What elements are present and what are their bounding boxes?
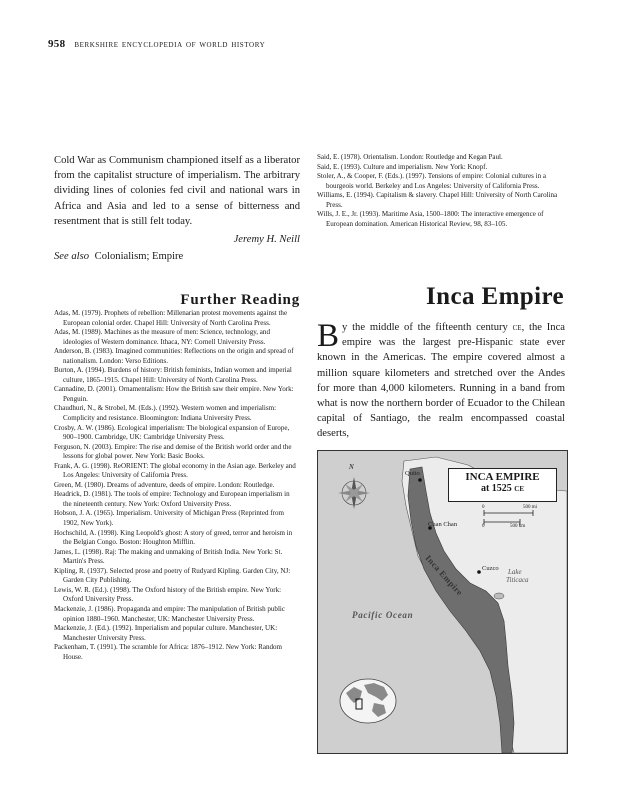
reference-item: Cannadine, D. (2001). Ornamentalism: How the British saw their empire. New York: Penguin. [54, 385, 294, 403]
reference-item: Mackenzie, J. (Ed.). (1992). Imperialism and popular culture. Manchester, UK: Manchester University Press. [54, 624, 278, 642]
city-label-cuzco: Cuzco [482, 565, 499, 572]
era-abbrev: ce [512, 322, 522, 333]
reference-item: Packenham, T. (1991). The scramble for Africa: 1876–1912. New York: Random House. [54, 643, 283, 661]
page-number: 958 [48, 38, 66, 50]
reference-item: Mackenzie, J. (1986). Propaganda and empire: The manipulation of British public opinion 1880–1960. Manchester, UK: Manchester University Press. [54, 604, 285, 623]
reference-item: Chaudhuri, N., & Strobel, M. (Eds.). (1992). Western women and imperialism: Complicity and resistance. Bloomington: Indiana University Press. [54, 404, 277, 423]
map-title-line2: at 1525 ce [480, 483, 525, 494]
see-also-links[interactable]: Colonialism; Empire [94, 251, 184, 263]
scale-km-zero: 0 [482, 524, 485, 529]
inset-globe [340, 679, 396, 723]
reference-item: Said, E. (1993). Culture and imperialism. New York: Knopf. [317, 162, 488, 171]
article-title: Inca Empire [426, 283, 564, 310]
city-label-quito: Quito [405, 470, 420, 477]
lake-label-line1: Lake [508, 568, 522, 576]
previous-article [54, 153, 300, 262]
reference-item: Green, M. (1980). Dreams of adventure, deeds of empire. London: Routledge. [54, 480, 275, 489]
scale-mi-label: 500 mi [523, 505, 538, 510]
reference-item: Williams, E. (1994). Capitalism & slavery. Chapel Hill: University of North Carolina Press. [317, 191, 558, 209]
article-paragraph [317, 320, 565, 442]
reference-item: James, L. (1998). Raj: The making and unmaking of British India. New York: St. Martin's Press. [54, 547, 283, 566]
article-author: Jeremy H. Neill [233, 234, 300, 246]
further-reading-heading: Further Reading [180, 292, 300, 308]
references-list [54, 309, 300, 662]
inca-empire-map [317, 450, 568, 754]
lake-label-line2: Titicaca [506, 576, 529, 584]
compass-north-label: N [349, 463, 354, 471]
reference-item: Said, E. (1978). Orientalism. London: Routledge and Kegan Paul. [317, 153, 503, 161]
running-title: berkshire encyclopedia of world history [74, 39, 266, 50]
reference-item: Burton, A. (1994). Burdens of history: British feminists, Indian women and imperial culture, 1865–1915. Chapel Hill: University of North Carolina Press. [54, 366, 292, 384]
city-label-chan-chan: Chan Chan [428, 521, 458, 528]
article-text-part1: y the middle of the fifteenth century [342, 322, 513, 333]
reference-item: Ferguson, N. (2003). Empire: The rise and demise of the British world order and the lessons for global power. New York: Basic Books. [54, 442, 292, 461]
ocean-label: Pacific Ocean [352, 610, 414, 620]
see-also [54, 251, 300, 262]
city-marker-cuzco [477, 570, 481, 574]
reference-item: Adas, M. (1979). Prophets of rebellion: Millenarian protest movements against the European colonial order. Chapel Hill: University of North Carolina Press. [54, 309, 288, 327]
reference-item: Headrick, D. (1981). The tools of empire: Technology and European imperialism in the nineteenth century. New York: Oxford University Press. [54, 490, 290, 508]
article-body [317, 320, 565, 442]
see-also-label: See also [54, 251, 90, 263]
scale-mi-zero: 0 [482, 505, 485, 510]
reference-item: Kipling, R. (1937). Selected prose and poetry of Rudyard Kipling. Garden City, NJ: Garden City Publishing. [54, 566, 291, 585]
map-title-box [448, 468, 557, 502]
compass-rose [338, 477, 370, 509]
reference-item: Crosby, A. W. (1986). Ecological imperialism: The biological expansion of Europe, 900–1900. Cambridge, UK: Cambridge University Press. [54, 423, 290, 442]
previous-article-paragraph: Cold War as Communism championed itself as a liberator from the capitalist structure of imperialism. The arbitrary dividing lines of colonies fed civil and national wars in Africa and Asia and led to a sense of bitterness and resentment that is still felt today. [54, 155, 300, 227]
region-label: Inca Empire [423, 553, 466, 598]
reference-item: Hochschild, A. (1998). King Leopold's ghost: A story of greed, terror and heroism in the Belgian Congo. Boston: Houghton Mifflin. [54, 528, 293, 547]
reference-item: Anderson, B. (1983). Imagined communities: Reflections on the origin and spread of nationalism. London: Verso Editions. [54, 347, 294, 365]
reference-item: Hobson, J. A. (1965). Imperialism. University of Michigan Press (Reprinted from 1902, New York). [54, 509, 284, 528]
drop-cap: B [317, 318, 340, 354]
reference-item: Wills, J. E., Jr. (1993). Maritime Asia, 1500–1800: The interactive emergence of European domination. American Historical Review, 98, 83–105. [317, 210, 544, 228]
map-title-line1: INCA EMPIRE [465, 471, 540, 483]
reference-item: Adas, M. (1989). Machines as the measure of men: Science, technology, and ideologies of Western dominance. Ithaca, NY: Cornell University Press. [54, 328, 270, 346]
lake-titicaca [494, 593, 504, 599]
reference-item: Lewis, W. R. (Ed.). (1998). The Oxford history of the British empire. New York: Oxford University Press. [54, 585, 282, 604]
scale-km-label: 500 km [510, 524, 526, 529]
running-header [48, 38, 265, 50]
reference-item: Stoler, A., & Cooper, F. (Eds.). (1997). Tensions of empire: Colonial cultures in a bourgeois world. Berkeley and Los Angeles: University of California Press. [317, 172, 547, 190]
city-marker-quito [418, 478, 422, 482]
references-continued [317, 153, 565, 229]
reference-item: Frank, A. G. (1998). ReORIENT: The global economy in the Asian age. Berkeley and Los Angeles: University of California Press. [54, 461, 296, 480]
article-text-part2: , the Inca empire was the largest pre-Hispanic state ever known in the Americas. The empire covered almost a million square kilometers and stretched over the Andes for more than 4,000 kilometers. Running in a band from what is now the northern border of Ecuador to the Chilean capital of Santiago, the realm encompassed coastal deserts, [317, 322, 565, 440]
